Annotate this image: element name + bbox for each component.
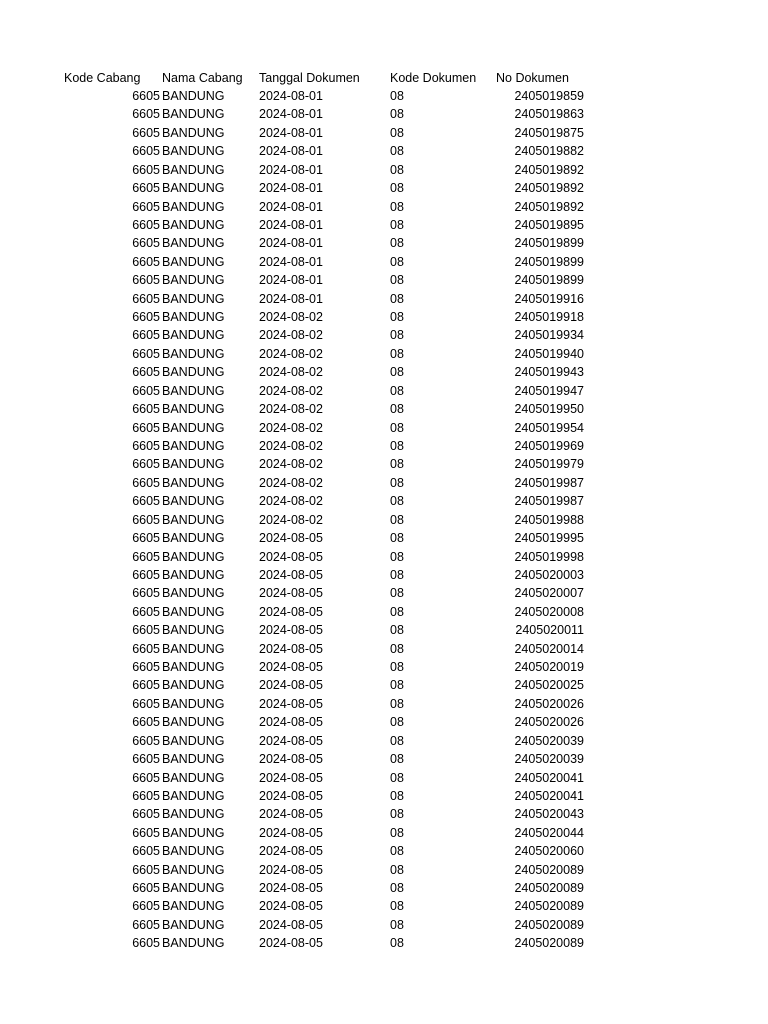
cell-no-dokumen: 2405019892 (514, 199, 584, 214)
cell-tanggal-dokumen: 2024-08-05 (259, 531, 323, 546)
cell-no-dokumen: 2405019947 (514, 383, 584, 398)
cell-kode-cabang: 6605 (132, 365, 160, 380)
cell-kode-dokumen: 08 (390, 807, 404, 822)
header-kode-dokumen: Kode Dokumen (390, 70, 477, 85)
cell-kode-cabang: 6605 (132, 236, 160, 251)
cell-kode-cabang: 6605 (132, 217, 160, 232)
cell-nama-cabang: BANDUNG (162, 660, 225, 675)
cell-nama-cabang: BANDUNG (162, 586, 225, 601)
cell-no-dokumen: 2405019979 (514, 457, 584, 472)
table-row (0, 787, 768, 805)
cell-nama-cabang: BANDUNG (162, 346, 225, 361)
cell-kode-dokumen: 08 (390, 199, 404, 214)
cell-nama-cabang: BANDUNG (162, 696, 225, 711)
cell-kode-cabang: 6605 (132, 475, 160, 490)
cell-nama-cabang: BANDUNG (162, 825, 225, 840)
cell-no-dokumen: 2405019899 (514, 254, 584, 269)
cell-kode-dokumen: 08 (390, 383, 404, 398)
cell-tanggal-dokumen: 2024-08-05 (259, 733, 323, 748)
cell-kode-dokumen: 08 (390, 420, 404, 435)
cell-nama-cabang: BANDUNG (162, 457, 225, 472)
cell-tanggal-dokumen: 2024-08-05 (259, 807, 323, 822)
table-row (0, 198, 768, 216)
cell-no-dokumen: 2405019954 (514, 420, 584, 435)
cell-nama-cabang: BANDUNG (162, 383, 225, 398)
cell-tanggal-dokumen: 2024-08-01 (259, 273, 323, 288)
cell-kode-dokumen: 08 (390, 438, 404, 453)
cell-nama-cabang: BANDUNG (162, 107, 225, 122)
cell-nama-cabang: BANDUNG (162, 715, 225, 730)
cell-tanggal-dokumen: 2024-08-05 (259, 567, 323, 582)
cell-nama-cabang: BANDUNG (162, 936, 225, 951)
cell-kode-dokumen: 08 (390, 936, 404, 951)
cell-no-dokumen: 2405019940 (514, 346, 584, 361)
cell-kode-dokumen: 08 (390, 567, 404, 582)
table-row (0, 142, 768, 160)
table-row (0, 253, 768, 271)
cell-nama-cabang: BANDUNG (162, 181, 225, 196)
cell-nama-cabang: BANDUNG (162, 678, 225, 693)
cell-tanggal-dokumen: 2024-08-01 (259, 107, 323, 122)
cell-nama-cabang: BANDUNG (162, 291, 225, 306)
cell-tanggal-dokumen: 2024-08-05 (259, 678, 323, 693)
cell-tanggal-dokumen: 2024-08-01 (259, 144, 323, 159)
cell-kode-cabang: 6605 (132, 328, 160, 343)
cell-no-dokumen: 2405019899 (514, 273, 584, 288)
cell-no-dokumen: 2405019998 (514, 549, 584, 564)
cell-tanggal-dokumen: 2024-08-01 (259, 125, 323, 140)
cell-kode-dokumen: 08 (390, 549, 404, 564)
cell-kode-cabang: 6605 (132, 623, 160, 638)
cell-nama-cabang: BANDUNG (162, 273, 225, 288)
table-row (0, 105, 768, 123)
cell-nama-cabang: BANDUNG (162, 899, 225, 914)
cell-tanggal-dokumen: 2024-08-02 (259, 310, 323, 325)
cell-kode-cabang: 6605 (132, 788, 160, 803)
cell-tanggal-dokumen: 2024-08-02 (259, 383, 323, 398)
header-no-dokumen: No Dokumen (496, 70, 569, 85)
cell-tanggal-dokumen: 2024-08-05 (259, 844, 323, 859)
cell-kode-cabang: 6605 (132, 420, 160, 435)
table-row (0, 621, 768, 639)
cell-kode-dokumen: 08 (390, 825, 404, 840)
cell-kode-cabang: 6605 (132, 881, 160, 896)
cell-kode-dokumen: 08 (390, 346, 404, 361)
cell-kode-cabang: 6605 (132, 715, 160, 730)
cell-nama-cabang: BANDUNG (162, 494, 225, 509)
cell-no-dokumen: 2405019892 (514, 162, 584, 177)
cell-tanggal-dokumen: 2024-08-05 (259, 696, 323, 711)
table-row (0, 824, 768, 842)
cell-no-dokumen: 2405019916 (514, 291, 584, 306)
table-row (0, 548, 768, 566)
cell-kode-cabang: 6605 (132, 144, 160, 159)
header-kode-cabang: Kode Cabang (64, 70, 141, 85)
table-row (0, 124, 768, 142)
cell-no-dokumen: 2405019899 (514, 236, 584, 251)
cell-kode-dokumen: 08 (390, 494, 404, 509)
table-row (0, 676, 768, 694)
cell-no-dokumen: 2405019892 (514, 181, 584, 196)
cell-nama-cabang: BANDUNG (162, 144, 225, 159)
cell-kode-cabang: 6605 (132, 899, 160, 914)
cell-kode-dokumen: 08 (390, 770, 404, 785)
cell-no-dokumen: 2405019882 (514, 144, 584, 159)
cell-kode-cabang: 6605 (132, 807, 160, 822)
cell-kode-cabang: 6605 (132, 346, 160, 361)
cell-kode-dokumen: 08 (390, 641, 404, 656)
cell-no-dokumen: 2405020026 (514, 696, 584, 711)
cell-kode-cabang: 6605 (132, 917, 160, 932)
cell-kode-dokumen: 08 (390, 217, 404, 232)
cell-kode-dokumen: 08 (390, 89, 404, 103)
cell-no-dokumen: 2405020019 (514, 660, 584, 675)
cell-kode-cabang: 6605 (132, 438, 160, 453)
table-row (0, 326, 768, 344)
cell-tanggal-dokumen: 2024-08-05 (259, 917, 323, 932)
cell-kode-dokumen: 08 (390, 125, 404, 140)
cell-tanggal-dokumen: 2024-08-01 (259, 291, 323, 306)
cell-no-dokumen: 2405019988 (514, 512, 584, 527)
cell-tanggal-dokumen: 2024-08-02 (259, 402, 323, 417)
table-row (0, 308, 768, 326)
cell-tanggal-dokumen: 2024-08-05 (259, 881, 323, 896)
table-row (0, 419, 768, 437)
cell-kode-cabang: 6605 (132, 457, 160, 472)
cell-tanggal-dokumen: 2024-08-05 (259, 623, 323, 638)
cell-no-dokumen: 2405020041 (514, 770, 584, 785)
cell-kode-dokumen: 08 (390, 899, 404, 914)
cell-no-dokumen: 2405019943 (514, 365, 584, 380)
cell-tanggal-dokumen: 2024-08-05 (259, 752, 323, 767)
cell-no-dokumen: 2405019987 (514, 475, 584, 490)
cell-nama-cabang: BANDUNG (162, 438, 225, 453)
cell-tanggal-dokumen: 2024-08-01 (259, 217, 323, 232)
cell-no-dokumen: 2405020044 (514, 825, 584, 840)
cell-tanggal-dokumen: 2024-08-02 (259, 328, 323, 343)
cell-no-dokumen: 2405019950 (514, 402, 584, 417)
cell-kode-dokumen: 08 (390, 475, 404, 490)
cell-tanggal-dokumen: 2024-08-01 (259, 162, 323, 177)
table-row (0, 805, 768, 823)
cell-kode-dokumen: 08 (390, 512, 404, 527)
cell-no-dokumen: 2405020026 (514, 715, 584, 730)
cell-kode-dokumen: 08 (390, 365, 404, 380)
cell-kode-cabang: 6605 (132, 936, 160, 951)
cell-tanggal-dokumen: 2024-08-02 (259, 420, 323, 435)
cell-no-dokumen: 2405019875 (514, 125, 584, 140)
cell-nama-cabang: BANDUNG (162, 917, 225, 932)
table-row (0, 769, 768, 787)
cell-nama-cabang: BANDUNG (162, 125, 225, 140)
cell-nama-cabang: BANDUNG (162, 770, 225, 785)
cell-tanggal-dokumen: 2024-08-02 (259, 457, 323, 472)
cell-kode-dokumen: 08 (390, 715, 404, 730)
table-row (0, 271, 768, 289)
table-row (0, 345, 768, 363)
cell-kode-cabang: 6605 (132, 383, 160, 398)
cell-kode-cabang: 6605 (132, 89, 160, 103)
cell-kode-cabang: 6605 (132, 733, 160, 748)
cell-nama-cabang: BANDUNG (162, 641, 225, 656)
cell-kode-dokumen: 08 (390, 678, 404, 693)
cell-no-dokumen: 2405020039 (514, 733, 584, 748)
table-row (0, 732, 768, 750)
header-row (0, 69, 768, 87)
table-row (0, 658, 768, 676)
table-row (0, 640, 768, 658)
cell-tanggal-dokumen: 2024-08-02 (259, 438, 323, 453)
cell-kode-dokumen: 08 (390, 696, 404, 711)
cell-kode-dokumen: 08 (390, 881, 404, 896)
cell-nama-cabang: BANDUNG (162, 531, 225, 546)
table-row (0, 566, 768, 584)
cell-nama-cabang: BANDUNG (162, 310, 225, 325)
cell-kode-dokumen: 08 (390, 844, 404, 859)
cell-no-dokumen: 2405020089 (514, 899, 584, 914)
cell-nama-cabang: BANDUNG (162, 254, 225, 269)
cell-kode-dokumen: 08 (390, 457, 404, 472)
cell-no-dokumen: 2405020007 (514, 586, 584, 601)
cell-tanggal-dokumen: 2024-08-01 (259, 89, 323, 103)
table-row (0, 455, 768, 473)
cell-tanggal-dokumen: 2024-08-05 (259, 862, 323, 877)
cell-tanggal-dokumen: 2024-08-05 (259, 825, 323, 840)
cell-no-dokumen: 2405019895 (514, 217, 584, 232)
cell-nama-cabang: BANDUNG (162, 623, 225, 638)
cell-no-dokumen: 2405020003 (514, 567, 584, 582)
cell-kode-cabang: 6605 (132, 660, 160, 675)
cell-kode-cabang: 6605 (132, 586, 160, 601)
cell-nama-cabang: BANDUNG (162, 844, 225, 859)
cell-no-dokumen: 2405019918 (514, 310, 584, 325)
cell-kode-dokumen: 08 (390, 181, 404, 196)
cell-kode-cabang: 6605 (132, 862, 160, 877)
cell-tanggal-dokumen: 2024-08-05 (259, 770, 323, 785)
cell-kode-cabang: 6605 (132, 752, 160, 767)
cell-kode-cabang: 6605 (132, 181, 160, 196)
table-row (0, 290, 768, 308)
table-row (0, 87, 768, 105)
cell-kode-cabang: 6605 (132, 254, 160, 269)
cell-nama-cabang: BANDUNG (162, 475, 225, 490)
cell-tanggal-dokumen: 2024-08-01 (259, 199, 323, 214)
cell-tanggal-dokumen: 2024-08-05 (259, 604, 323, 619)
cell-no-dokumen: 2405019969 (514, 438, 584, 453)
cell-kode-dokumen: 08 (390, 531, 404, 546)
cell-nama-cabang: BANDUNG (162, 807, 225, 822)
cell-tanggal-dokumen: 2024-08-05 (259, 788, 323, 803)
cell-kode-dokumen: 08 (390, 917, 404, 932)
table-row (0, 879, 768, 897)
cell-kode-dokumen: 08 (390, 586, 404, 601)
cell-tanggal-dokumen: 2024-08-01 (259, 254, 323, 269)
cell-tanggal-dokumen: 2024-08-01 (259, 181, 323, 196)
cell-kode-dokumen: 08 (390, 291, 404, 306)
cell-no-dokumen: 2405020043 (514, 807, 584, 822)
cell-kode-dokumen: 08 (390, 660, 404, 675)
cell-no-dokumen: 2405020041 (514, 788, 584, 803)
table-row (0, 695, 768, 713)
cell-kode-cabang: 6605 (132, 107, 160, 122)
cell-kode-cabang: 6605 (132, 678, 160, 693)
cell-no-dokumen: 2405020039 (514, 752, 584, 767)
cell-nama-cabang: BANDUNG (162, 733, 225, 748)
cell-no-dokumen: 2405019859 (514, 89, 584, 103)
cell-kode-cabang: 6605 (132, 844, 160, 859)
cell-no-dokumen: 2405020089 (514, 862, 584, 877)
cell-kode-dokumen: 08 (390, 733, 404, 748)
table-row (0, 492, 768, 510)
cell-tanggal-dokumen: 2024-08-05 (259, 660, 323, 675)
cell-kode-dokumen: 08 (390, 402, 404, 417)
cell-kode-dokumen: 08 (390, 162, 404, 177)
cell-nama-cabang: BANDUNG (162, 328, 225, 343)
cell-nama-cabang: BANDUNG (162, 881, 225, 896)
cell-nama-cabang: BANDUNG (162, 604, 225, 619)
cell-nama-cabang: BANDUNG (162, 862, 225, 877)
table-row (0, 603, 768, 621)
cell-nama-cabang: BANDUNG (162, 236, 225, 251)
cell-no-dokumen: 2405020014 (514, 641, 584, 656)
cell-kode-dokumen: 08 (390, 788, 404, 803)
cell-tanggal-dokumen: 2024-08-05 (259, 641, 323, 656)
cell-tanggal-dokumen: 2024-08-05 (259, 936, 323, 951)
cell-kode-cabang: 6605 (132, 273, 160, 288)
table-row (0, 234, 768, 252)
table-row (0, 713, 768, 731)
cell-no-dokumen: 2405020060 (514, 844, 584, 859)
table-row (0, 897, 768, 915)
cell-no-dokumen: 2405020025 (514, 678, 584, 693)
table-row (0, 584, 768, 602)
cell-tanggal-dokumen: 2024-08-02 (259, 512, 323, 527)
cell-kode-cabang: 6605 (132, 199, 160, 214)
cell-kode-dokumen: 08 (390, 236, 404, 251)
cell-kode-dokumen: 08 (390, 752, 404, 767)
header-tanggal-dokumen: Tanggal Dokumen (259, 70, 360, 85)
cell-kode-dokumen: 08 (390, 862, 404, 877)
cell-tanggal-dokumen: 2024-08-02 (259, 346, 323, 361)
cell-kode-cabang: 6605 (132, 402, 160, 417)
cell-kode-cabang: 6605 (132, 310, 160, 325)
cell-no-dokumen: 2405019863 (514, 107, 584, 122)
table-row (0, 511, 768, 529)
cell-kode-cabang: 6605 (132, 291, 160, 306)
cell-kode-cabang: 6605 (132, 567, 160, 582)
cell-kode-cabang: 6605 (132, 825, 160, 840)
cell-nama-cabang: BANDUNG (162, 512, 225, 527)
cell-no-dokumen: 2405020089 (514, 917, 584, 932)
cell-kode-cabang: 6605 (132, 125, 160, 140)
cell-kode-cabang: 6605 (132, 549, 160, 564)
table-row (0, 842, 768, 860)
table-row (0, 861, 768, 879)
table-row (0, 529, 768, 547)
cell-kode-dokumen: 08 (390, 144, 404, 159)
cell-no-dokumen: 2405019934 (514, 328, 584, 343)
cell-tanggal-dokumen: 2024-08-05 (259, 715, 323, 730)
cell-kode-dokumen: 08 (390, 604, 404, 619)
cell-nama-cabang: BANDUNG (162, 752, 225, 767)
table-row (0, 934, 768, 952)
cell-nama-cabang: BANDUNG (162, 162, 225, 177)
header-nama-cabang: Nama Cabang (162, 70, 243, 85)
cell-no-dokumen: 2405020008 (514, 604, 584, 619)
table-row (0, 400, 768, 418)
cell-kode-cabang: 6605 (132, 604, 160, 619)
cell-kode-cabang: 6605 (132, 494, 160, 509)
cell-kode-dokumen: 08 (390, 107, 404, 122)
cell-nama-cabang: BANDUNG (162, 217, 225, 232)
table-row (0, 179, 768, 197)
cell-no-dokumen: 2405019995 (514, 531, 584, 546)
cell-kode-cabang: 6605 (132, 512, 160, 527)
table-row (0, 750, 768, 768)
cell-tanggal-dokumen: 2024-08-05 (259, 549, 323, 564)
cell-kode-cabang: 6605 (132, 162, 160, 177)
cell-nama-cabang: BANDUNG (162, 788, 225, 803)
cell-no-dokumen: 2405020089 (514, 936, 584, 951)
table-row (0, 474, 768, 492)
cell-kode-dokumen: 08 (390, 310, 404, 325)
cell-no-dokumen: 2405019987 (514, 494, 584, 509)
table-row (0, 382, 768, 400)
cell-tanggal-dokumen: 2024-08-02 (259, 475, 323, 490)
cell-tanggal-dokumen: 2024-08-05 (259, 899, 323, 914)
table-row (0, 216, 768, 234)
cell-kode-cabang: 6605 (132, 696, 160, 711)
cell-no-dokumen: 2405020011 (515, 623, 584, 638)
cell-tanggal-dokumen: 2024-08-01 (259, 236, 323, 251)
table-row (0, 916, 768, 934)
cell-kode-cabang: 6605 (132, 770, 160, 785)
cell-kode-dokumen: 08 (390, 623, 404, 638)
cell-tanggal-dokumen: 2024-08-02 (259, 365, 323, 380)
table-row (0, 363, 768, 381)
cell-kode-cabang: 6605 (132, 531, 160, 546)
cell-nama-cabang: BANDUNG (162, 199, 225, 214)
cell-nama-cabang: BANDUNG (162, 567, 225, 582)
table-row (0, 437, 768, 455)
cell-kode-dokumen: 08 (390, 273, 404, 288)
cell-tanggal-dokumen: 2024-08-02 (259, 494, 323, 509)
cell-tanggal-dokumen: 2024-08-05 (259, 586, 323, 601)
table-row (0, 161, 768, 179)
cell-no-dokumen: 2405020089 (514, 881, 584, 896)
cell-kode-cabang: 6605 (132, 641, 160, 656)
cell-nama-cabang: BANDUNG (162, 89, 225, 103)
cell-nama-cabang: BANDUNG (162, 365, 225, 380)
cell-nama-cabang: BANDUNG (162, 402, 225, 417)
cell-kode-dokumen: 08 (390, 328, 404, 343)
cell-nama-cabang: BANDUNG (162, 549, 225, 564)
cell-kode-dokumen: 08 (390, 254, 404, 269)
cell-nama-cabang: BANDUNG (162, 420, 225, 435)
